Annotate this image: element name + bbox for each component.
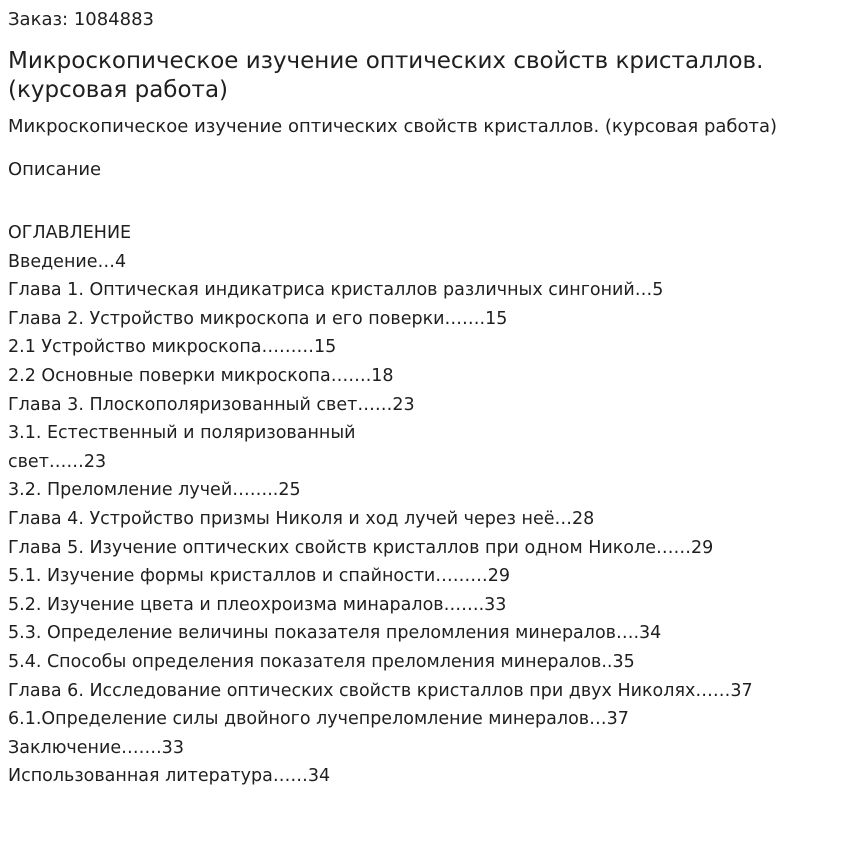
toc-item: 3.1. Естественный и поляризованный bbox=[8, 423, 356, 444]
toc-item: 2.2 Основные поверки микроскопа…….18 bbox=[8, 365, 394, 386]
toc-item: Глава 3. Плоскополяризованный свет……23 bbox=[8, 394, 415, 415]
toc-item: Использованная литература……34 bbox=[8, 766, 331, 787]
toc-item: Заключение…….33 bbox=[8, 737, 184, 758]
table-of-contents bbox=[8, 219, 753, 791]
toc-item: Глава 1. Оптическая индикатриса кристаллов различных сингоний…5 bbox=[8, 280, 664, 301]
toc-item: Глава 4. Устройство призмы Николя и ход лучей через неё…28 bbox=[8, 508, 595, 529]
toc-item: 5.2. Изучение цвета и плеохроизма минаралов…….33 bbox=[8, 594, 507, 615]
toc-item: 3.2. Преломление лучей……..25 bbox=[8, 480, 301, 501]
toc-item: 5.1. Изучение формы кристаллов и спайности………29 bbox=[8, 566, 511, 587]
toc-item: 5.3. Определение величины показателя преломления минералов….34 bbox=[8, 623, 662, 644]
description-label: Описание bbox=[8, 159, 102, 180]
toc-heading: ОГЛАВЛЕНИЕ bbox=[8, 223, 132, 243]
toc-item: Глава 2. Устройство микроскопа и его поверки…….15 bbox=[8, 308, 508, 329]
toc-item: свет……23 bbox=[8, 451, 107, 472]
toc-item: Глава 5. Изучение оптических свойств кристаллов при одном Николе……29 bbox=[8, 537, 714, 558]
toc-item: 2.1 Устройство микроскопа………15 bbox=[8, 337, 337, 358]
toc-item: Глава 6. Исследование оптических свойств кристаллов при двух Николях……37 bbox=[8, 680, 753, 701]
page-title: Микроскопическое изучение оптических свойств кристаллов. (курсовая работа) bbox=[8, 48, 764, 103]
toc-item: 6.1.Определение силы двойного лучепреломление минералов…37 bbox=[8, 709, 629, 730]
toc-item: 5.4. Способы определения показателя преломления минералов..35 bbox=[8, 651, 635, 672]
page-subtitle: Микроскопическое изучение оптических свойств кристаллов. (курсовая работа) bbox=[8, 116, 778, 137]
toc-item: Введение…4 bbox=[8, 251, 127, 272]
order-number: Заказ: 1084883 bbox=[8, 9, 154, 30]
